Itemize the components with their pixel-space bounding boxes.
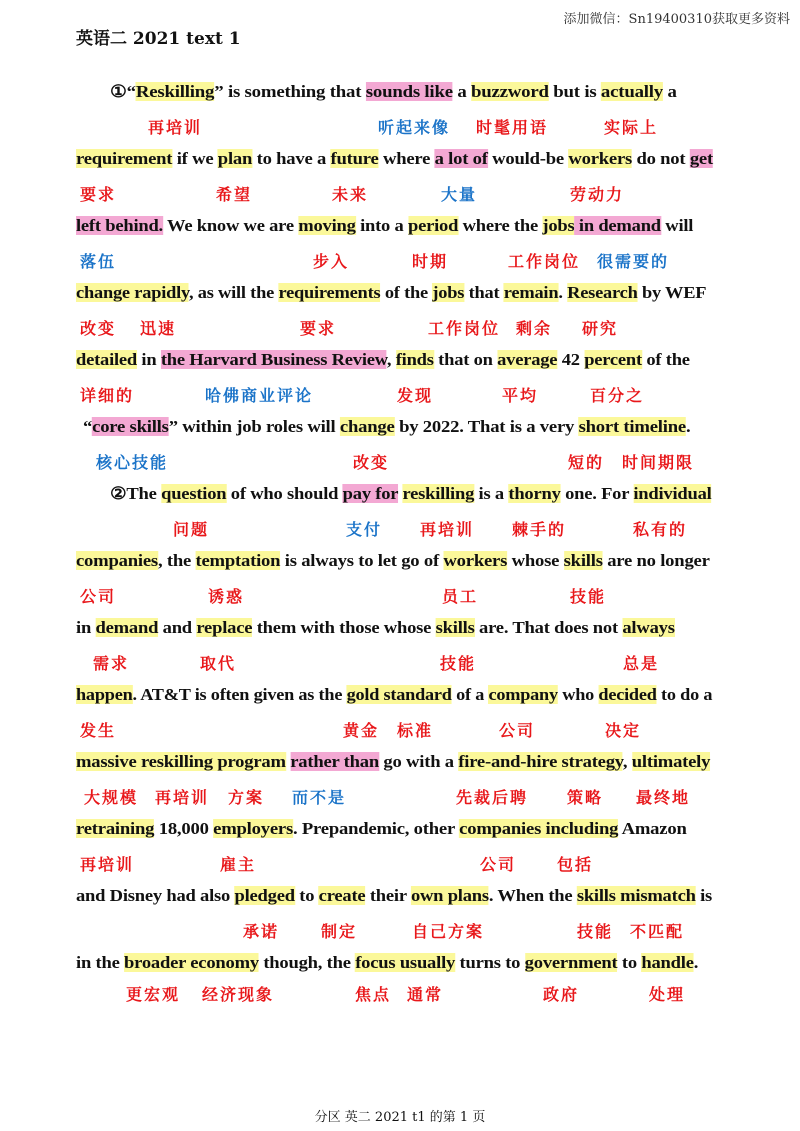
text-segment: ” within job roles will	[168, 417, 340, 436]
text-segment: is a	[474, 484, 509, 503]
highlighted-phrase: own plans	[410, 886, 489, 905]
translation-annotation: 详细的	[80, 386, 135, 405]
highlighted-phrase: happen	[76, 685, 133, 704]
translation-annotation: 公司	[499, 721, 536, 740]
text-segment: of the	[641, 350, 690, 369]
text-segment: to	[294, 886, 319, 905]
translation-annotation: 而不是	[292, 788, 347, 807]
translation-annotation: 技能	[440, 654, 477, 673]
text-segment: of a	[451, 685, 489, 704]
text-segment: them with those whose	[252, 618, 436, 637]
highlighted-phrase: ultimately	[631, 752, 711, 771]
highlighted-phrase: actually	[600, 82, 663, 101]
highlighted-phrase: thorny	[508, 484, 561, 503]
translation-annotation: 更宏观	[126, 985, 181, 1004]
text-line	[76, 683, 712, 707]
highlighted-phrase: replace	[196, 618, 253, 637]
text-segment: of who should	[226, 484, 343, 503]
translation-annotation: 发生	[80, 721, 117, 740]
highlighted-phrase: government	[524, 953, 618, 972]
text-line	[76, 750, 710, 774]
highlighted-phrase: individual	[633, 484, 712, 503]
text-segment: is always to let go of	[280, 551, 444, 570]
text-segment: if we	[172, 149, 218, 168]
text-segment: into a	[355, 216, 408, 235]
highlighted-phrase: fire-and-hire strategy	[458, 752, 623, 771]
highlighted-phrase: workers	[443, 551, 508, 570]
text-segment: who	[557, 685, 599, 704]
text-segment: where	[378, 149, 435, 168]
highlighted-phrase: retraining	[76, 819, 155, 838]
text-segment: turns to	[455, 953, 525, 972]
text-segment: are. That does not	[474, 618, 623, 637]
highlighted-phrase: the Harvard Business Review	[160, 350, 387, 369]
highlighted-phrase: remain	[503, 283, 559, 302]
highlighted-phrase: plan	[217, 149, 253, 168]
translation-annotation: 剩余	[516, 319, 553, 338]
translation-annotation: 公司	[480, 855, 517, 874]
highlighted-phrase: focus usually	[355, 953, 456, 972]
highlighted-phrase: sounds like	[365, 82, 453, 101]
translation-annotation: 不匹配	[630, 922, 685, 941]
text-line	[83, 415, 690, 439]
text-segment: but is	[548, 82, 601, 101]
translation-annotation: 百分之	[590, 386, 645, 405]
translation-annotation: 大规模	[84, 788, 139, 807]
translation-annotation: 制定	[321, 922, 358, 941]
text-segment: We know we are	[162, 216, 299, 235]
translation-annotation: 承诺	[243, 922, 280, 941]
text-segment: , as will the	[188, 283, 279, 302]
translation-annotation: 公司	[80, 587, 117, 606]
highlighted-phrase: gold standard	[346, 685, 452, 704]
translation-annotation: 再培训	[148, 118, 203, 137]
translation-annotation: 总是	[623, 654, 660, 673]
highlighted-phrase: skills mismatch	[576, 886, 696, 905]
translation-annotation: 先裁后聘	[456, 788, 529, 807]
translation-annotation: 取代	[200, 654, 237, 673]
text-segment: their	[365, 886, 411, 905]
text-line	[76, 147, 713, 171]
text-segment: “	[83, 417, 93, 436]
translation-annotation: 哈佛商业评论	[205, 386, 314, 405]
highlighted-phrase: Reskilling	[135, 82, 215, 101]
translation-annotation: 私有的	[633, 520, 688, 539]
highlighted-phrase: create	[318, 886, 366, 905]
highlighted-phrase: Research	[567, 283, 638, 302]
text-segment: one. For	[560, 484, 634, 503]
translation-annotation: 工作岗位	[428, 319, 501, 338]
translation-annotation: 听起来像	[378, 118, 451, 137]
translation-annotation: 改变	[80, 319, 117, 338]
text-segment: though, the	[258, 953, 356, 972]
highlighted-phrase: skills	[563, 551, 603, 570]
highlighted-phrase: left behind.	[76, 216, 163, 235]
translation-annotation: 要求	[300, 319, 337, 338]
highlighted-phrase: always	[622, 618, 675, 637]
text-segment: go with a	[378, 752, 459, 771]
text-line	[76, 348, 690, 372]
translation-annotation: 政府	[543, 985, 580, 1004]
highlighted-phrase: reskilling	[402, 484, 475, 503]
translation-annotation: 方案	[228, 788, 265, 807]
translation-annotation: 研究	[582, 319, 619, 338]
text-segment: whose	[507, 551, 564, 570]
translation-annotation: 黄金	[343, 721, 380, 740]
translation-annotation: 通常	[407, 985, 444, 1004]
highlighted-phrase: companies including	[459, 819, 619, 838]
translation-annotation: 劳动力	[570, 185, 625, 204]
translation-annotation: 员工	[442, 587, 479, 606]
text-segment: in	[137, 350, 161, 369]
translation-annotation: 处理	[649, 985, 686, 1004]
highlighted-phrase: jobs	[432, 283, 465, 302]
text-segment: a	[452, 82, 472, 101]
translation-annotation: 需求	[93, 654, 130, 673]
translation-annotation: 支付	[346, 520, 383, 539]
translation-annotation: 再培训	[80, 855, 135, 874]
text-segment: . Prepandemic, other	[293, 819, 460, 838]
highlighted-phrase: company	[488, 685, 558, 704]
translation-annotation: 实际上	[604, 118, 659, 137]
translation-annotation: 最终地	[636, 788, 691, 807]
translation-annotation: 包括	[557, 855, 594, 874]
text-segment: are no longer	[602, 551, 710, 570]
highlighted-phrase: detailed	[76, 350, 138, 369]
text-line	[76, 817, 687, 841]
highlighted-phrase: moving	[298, 216, 356, 235]
translation-annotation: 策略	[567, 788, 604, 807]
text-segment: , the	[157, 551, 196, 570]
highlighted-phrase: a lot of	[434, 149, 488, 168]
text-segment: . AT&T is often given as the	[132, 685, 347, 704]
text-line	[76, 951, 698, 975]
translation-annotation: 问题	[173, 520, 210, 539]
translation-annotation: 短的	[568, 453, 605, 472]
text-segment: and Disney had also	[76, 886, 235, 905]
highlighted-phrase: demand	[95, 618, 159, 637]
translation-annotation: 再培训	[155, 788, 210, 807]
text-line	[76, 549, 710, 573]
text-segment: is	[695, 886, 713, 905]
translation-annotation: 工作岗位	[508, 252, 581, 271]
translation-annotation: 希望	[216, 185, 253, 204]
translation-annotation: 棘手的	[512, 520, 567, 539]
text-segment: .	[685, 417, 691, 436]
page-footer: 分区 英二 2021 t1 的第 1 页	[314, 1110, 486, 1125]
highlighted-phrase: broader economy	[124, 953, 259, 972]
text-segment: do not	[632, 149, 690, 168]
translation-annotation: 标准	[397, 721, 434, 740]
text-segment: to do a	[656, 685, 713, 704]
translation-annotation: 要求	[80, 185, 117, 204]
translation-annotation: 技能	[577, 922, 614, 941]
text-segment	[286, 752, 290, 771]
text-line	[110, 80, 677, 104]
highlighted-phrase: massive reskilling program	[76, 752, 286, 771]
text-segment: 18,000	[154, 819, 214, 838]
highlighted-phrase: finds	[395, 350, 434, 369]
text-segment: and	[158, 618, 197, 637]
text-line	[76, 616, 675, 640]
text-segment: .	[558, 283, 568, 302]
highlighted-phrase: employers	[213, 819, 294, 838]
text-segment: of the	[380, 283, 433, 302]
highlighted-phrase: skills	[435, 618, 475, 637]
text-segment: that	[464, 283, 504, 302]
translation-annotation: 未来	[332, 185, 369, 204]
highlighted-phrase: question	[161, 484, 227, 503]
translation-annotation: 核心技能	[96, 453, 169, 472]
text-segment: ” is something that	[214, 82, 366, 101]
text-line	[76, 214, 693, 238]
text-segment: ,	[386, 350, 396, 369]
highlighted-phrase: buzzword	[471, 82, 549, 101]
highlighted-phrase: change rapidly	[76, 283, 189, 302]
text-line	[76, 281, 706, 305]
text-segment: where the	[458, 216, 543, 235]
translation-annotation: 落伍	[80, 252, 117, 271]
highlighted-phrase: pay for	[342, 484, 399, 503]
text-segment: a	[662, 82, 677, 101]
text-segment: that on	[433, 350, 498, 369]
text-segment: will	[660, 216, 694, 235]
highlighted-phrase: in demand	[574, 216, 661, 235]
highlighted-phrase: short timeline	[578, 417, 686, 436]
highlighted-phrase: change	[339, 417, 395, 436]
translation-annotation: 很需要的	[597, 252, 670, 271]
text-segment: by 2022. That is a very	[394, 417, 579, 436]
highlighted-phrase: workers	[568, 149, 633, 168]
text-segment: by WEF	[637, 283, 707, 302]
translation-annotation: 经济现象	[202, 985, 275, 1004]
highlighted-phrase: pledged	[234, 886, 295, 905]
highlighted-phrase: handle	[641, 953, 694, 972]
highlighted-phrase: temptation	[195, 551, 281, 570]
highlighted-phrase: get	[689, 149, 713, 168]
translation-annotation: 步入	[313, 252, 350, 271]
page-title: 英语二 2021 text 1	[76, 29, 241, 49]
highlighted-phrase: requirements	[278, 283, 381, 302]
translation-annotation: 大量	[441, 185, 478, 204]
highlighted-phrase: percent	[584, 350, 642, 369]
highlighted-phrase: core skills	[92, 417, 169, 436]
translation-annotation: 时间期限	[622, 453, 695, 472]
text-segment: . When the	[488, 886, 577, 905]
translation-annotation: 改变	[353, 453, 390, 472]
text-segment: in	[76, 618, 96, 637]
text-segment: Amazon	[618, 819, 687, 838]
highlighted-phrase: rather than	[290, 752, 379, 771]
translation-annotation: 时期	[412, 252, 449, 271]
translation-annotation: 迅速	[140, 319, 177, 338]
text-segment: in the	[76, 953, 125, 972]
text-segment: 42	[557, 350, 585, 369]
highlighted-phrase: period	[407, 216, 459, 235]
translation-annotation: 决定	[605, 721, 642, 740]
highlighted-phrase: companies	[76, 551, 158, 570]
translation-annotation: 再培训	[420, 520, 475, 539]
text-segment: ,	[622, 752, 632, 771]
translation-annotation: 技能	[570, 587, 607, 606]
text-segment: to	[617, 953, 642, 972]
text-segment: .	[693, 953, 699, 972]
translation-annotation: 诱惑	[208, 587, 245, 606]
highlighted-phrase: decided	[598, 685, 657, 704]
translation-annotation: 雇主	[220, 855, 257, 874]
translation-annotation: 焦点	[355, 985, 392, 1004]
text-segment: ①“	[110, 82, 136, 101]
watermark: 添加微信：Sn19400310获取更多资料	[563, 12, 790, 27]
translation-annotation: 平均	[502, 386, 539, 405]
translation-annotation: 时髦用语	[476, 118, 549, 137]
text-segment: to have a	[252, 149, 331, 168]
translation-annotation: 自己方案	[412, 922, 485, 941]
text-segment: ②The	[110, 484, 162, 503]
translation-annotation: 发现	[397, 386, 434, 405]
highlighted-phrase: jobs	[542, 216, 575, 235]
highlighted-phrase: future	[330, 149, 379, 168]
text-line	[110, 482, 712, 506]
highlighted-phrase: requirement	[76, 149, 173, 168]
text-segment: would-be	[487, 149, 569, 168]
highlighted-phrase: average	[497, 350, 558, 369]
text-line	[76, 884, 712, 908]
